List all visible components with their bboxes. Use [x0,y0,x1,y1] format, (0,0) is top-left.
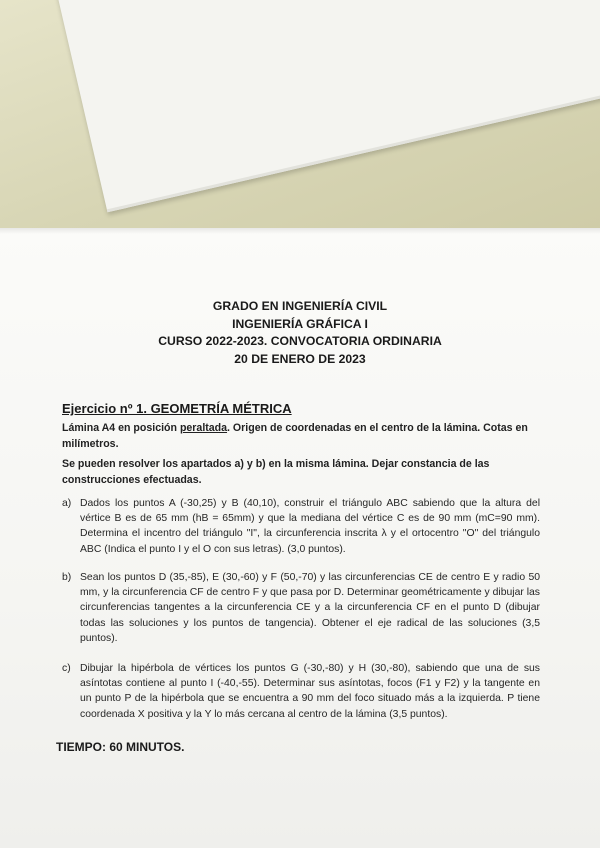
header-degree: GRADO EN INGENIERÍA CIVIL [212,299,388,313]
header-date: 20 DE ENERO DE 2023 [234,351,366,366]
intro-p1-a: Lámina A4 en posición [62,422,180,434]
exercise-title: Ejercicio nº 1. GEOMETRÍA MÉTRICA [62,401,292,416]
intro-p1-b: peraltada [179,422,228,434]
item-label: b) [62,572,72,583]
exercise-item-a [62,496,540,557]
exercise-item-c [62,661,540,722]
exam-time-limit: TIEMPO: 60 MINUTOS. [56,740,185,754]
page-top-shadow [0,228,600,234]
item-label: a) [62,498,72,509]
item-text: Sean los puntos D (35,-85), E (30,-60) y F (50,-70) y las circunferencias CE de centro E y radio 50 mm, y la circunferencia CF de centro F y que pasa por D. Determinar geométricamente y dibujar las circunferencias tangentes a la circunferencia CE y a la circunferencia CF en el punto D (dibujar todas las soluciones y los puntos de tangencia). Obtener el eje radical de las soluciones (3,5 puntos). [80,572,540,644]
item-text: Dados los puntos A (-30,25) y B (40,10), construir el triángulo ABC sabiendo que la altura del vértice B es de 65 mm (hB = 65mm) y que la mediana del vértice C es de 90 mm (mC=90 mm). Determina el incentro del triángulo "I", la circunferencia inscrita λ y el ortocentro "O" del triángulo ABC (Indica el punto I y el O con sus letras). (3,0 puntos). [80,498,540,555]
header-course: CURSO 2022-2023. CONVOCATORIA ORDINARIA [158,334,442,348]
intro-p1-c: . Origen de coordenadas en el centro de la lámina. Cotas en milímetros. [62,422,528,450]
exam-header [0,298,600,368]
exam-page [0,228,600,848]
exercise-item-b [62,570,540,646]
intro-paragraph-1 [62,421,532,452]
item-text: Dibujar la hipérbola de vértices los puntos G (-30,-80) y H (30,-80), sabiendo que una de sus asíntotas contiene al punto I (-40,-55). Determinar sus asíntotas, focos (F1 y F2) y la tangente en un punto P de la hipérbola que se encuentra a 90 mm del foco situado más a la izquierda. P tiene coordenada X positiva y la Y lo más cercana al centro de la lámina (3,5 puntos). [80,663,540,720]
intro-paragraph-2: Se pueden resolver los apartados a) y b) en la misma lámina. Dejar constancia de las construcciones efectuadas. [62,458,490,486]
header-subject: INGENIERÍA GRÁFICA I [232,316,368,331]
item-label: c) [62,663,71,674]
